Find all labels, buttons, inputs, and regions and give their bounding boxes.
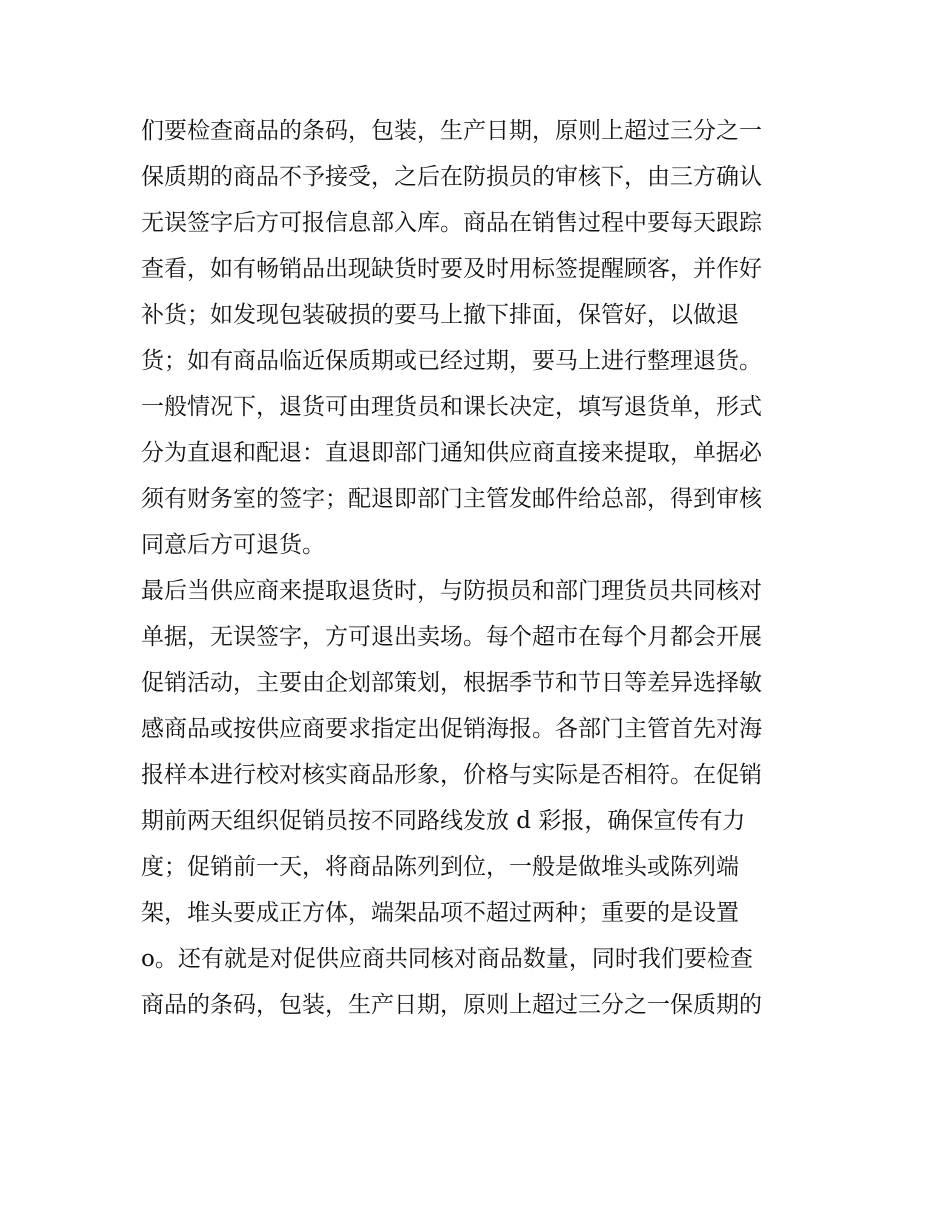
paragraph-returns	[141, 108, 813, 568]
text-line: 保质期的商品不予接受，之后在防损员的审核下，由三方确认	[141, 164, 762, 190]
text-line: 们要检查商品的条码，包装，生产日期，原则上超过三分之一	[141, 118, 762, 144]
text-line: 架，堆头要成正方体，端架品项不超过两种；重要的是设置	[141, 900, 739, 926]
text-line: 最后当供应商来提取退货时，与防损员和部门理货员共同核对	[141, 578, 762, 604]
text-line: 货；如有商品临近保质期或已经过期，要马上进行整理退货。	[141, 348, 762, 374]
text-line: 度；促销前一天，将商品陈列到位，一般是做堆头或陈列端	[141, 854, 739, 880]
text-line: 须有财务室的签字；配退即部门主管发邮件给总部，得到审核	[141, 486, 762, 512]
text-line: 商品的条码，包装，生产日期，原则上超过三分之一保质期的	[141, 992, 762, 1018]
text-line: 感商品或按供应商要求指定出促销海报。各部门主管首先对海	[141, 716, 762, 742]
document-body	[141, 108, 813, 1028]
text-line: 同意后方可退货。	[141, 532, 325, 558]
text-line: 一般情况下，退货可由理货员和课长决定，填写退货单，形式	[141, 394, 762, 420]
text-line: 单据，无误签字，方可退出卖场。每个超市在每个月都会开展	[141, 624, 762, 650]
text-line: 分为直退和配退：直退即部门通知供应商直接来提取，单据必	[141, 440, 762, 466]
text-line: 查看，如有畅销品出现缺货时要及时用标签提醒顾客，并作好	[141, 256, 762, 282]
paragraph-promotions	[141, 568, 813, 1028]
text-line: 期前两天组织促销员按不同路线发放 d 彩报，确保宣传有力	[141, 808, 746, 834]
text-line: o。还有就是对促供应商共同核对商品数量，同时我们要检查	[141, 946, 753, 972]
text-line: 无误签字后方可报信息部入库。商品在销售过程中要每天跟踪	[141, 210, 762, 236]
text-line: 补货；如发现包装破损的要马上撤下排面，保管好，以做退	[141, 302, 739, 328]
text-line: 报样本进行校对核实商品形象，价格与实际是否相符。在促销	[141, 762, 762, 788]
text-line: 促销活动，主要由企划部策划，根据季节和节日等差异选择敏	[141, 670, 762, 696]
